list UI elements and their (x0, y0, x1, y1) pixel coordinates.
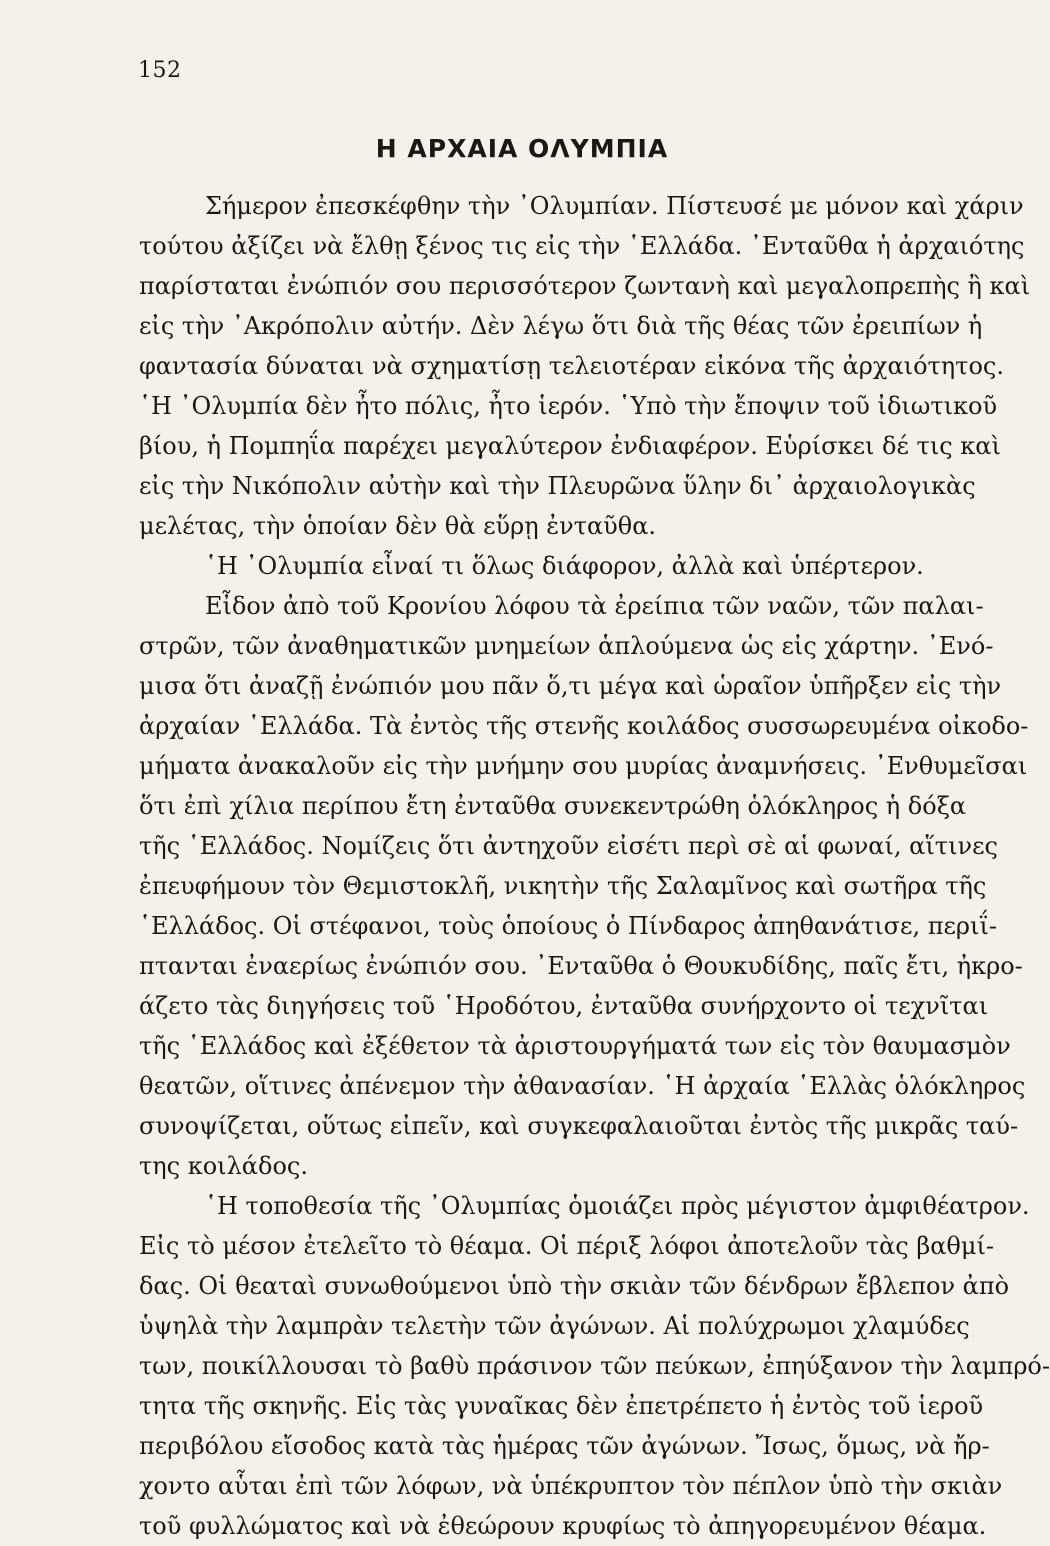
text-line: συνοψίζεται, οὕτως εἰπεῖν, καὶ συγκεφαλαιοῦται ἐντὸς τῆς μικρᾶς ταύ- (139, 1112, 1019, 1140)
text-line: ἀρχαίαν ῾Ελλάδα. Τὰ ἐντὸς τῆς στενῆς κοιλάδος συσσωρευμένα οἰκοδο- (139, 712, 1029, 740)
text-line: τῆς ῾Ελλάδος καὶ ἐξέθετον τὰ ἀριστουργήματά των εἰς τὸν θαυμασμὸν (139, 1032, 1011, 1060)
text-line: ῾Η ᾽Ολυμπία δὲν ἦτο πόλις, ἦτο ἱερόν. ῾Υπὸ τὴν ἔποψιν τοῦ ἰδιωτικοῦ (139, 392, 998, 420)
text-line: τούτου ἀξίζει νὰ ἔλθῃ ξένος τις εἰς τὴν ῾Ελλάδα. ᾽Ενταῦθα ἡ ἀρχαιότης (139, 232, 1025, 260)
text-line: της κοιλάδος. (139, 1152, 308, 1180)
text-line: βίου, ἡ Πομπηΐα παρέχει μεγαλύτερον ἐνδιαφέρον. Εὑρίσκει δέ τις καὶ (139, 432, 1001, 460)
text-line: φαντασία δύναται νὰ σχηματίσῃ τελειοτέραν εἰκόνα τῆς ἀρχαιότητος. (139, 352, 1004, 380)
body-text (139, 186, 1050, 1546)
text-line: μισα ὅτι ἀναζῇ ἐνώπιόν μου πᾶν ὅ,τι μέγα καὶ ὡραῖον ὑπῆρξεν εἰς τὴν (139, 672, 1002, 700)
text-line: ὅτι ἐπὶ χίλια περίπου ἔτη ἐνταῦθα συνεκεντρώθη ὁλόκληρος ἡ δόξα (139, 792, 967, 820)
text-line: περιβόλου εἴσοδος κατὰ τὰς ἡμέρας τῶν ἀγώνων. Ἴσως, ὅμως, νὰ ἤρ- (139, 1432, 990, 1460)
text-line: άζετο τὰς διηγήσεις τοῦ ῾Ηροδότου, ἐνταῦθα συνήρχοντο οἱ τεχνῖται (139, 992, 989, 1020)
page-number: 152 (138, 58, 182, 83)
text-line: ῾Η ᾽Ολυμπία εἶναί τι ὅλως διάφορον, ἀλλὰ καὶ ὑπέρτερον. (205, 552, 924, 580)
text-line: Εἶδον ἀπὸ τοῦ Κρονίου λόφου τὰ ἐρείπια τῶν ναῶν, τῶν παλαι- (205, 592, 984, 620)
text-line: εἰς τὴν ᾽Ακρόπολιν αὐτήν. Δὲν λέγω ὅτι διὰ τῆς θέας τῶν ἐρειπίων ἡ (139, 312, 983, 340)
text-line: παρίσταται ἐνώπιόν σου περισσότερον ζωντανὴ καὶ μεγαλοπρεπὴς ἢ καὶ (139, 272, 1031, 300)
text-line: ῾Η τοποθεσία τῆς ᾽Ολυμπίας ὁμοιάζει πρὸς μέγιστον ἀμφιθέατρον. (205, 1192, 1030, 1220)
text-line: τῆς ῾Ελλάδος. Νομίζεις ὅτι ἀντηχοῦν εἰσέτι περὶ σὲ αἱ φωναί, αἵτινες (139, 832, 998, 860)
text-line: πτανται ἐναερίως ἐνώπιόν σου. ᾽Ενταῦθα ὁ Θουκυδίδης, παῖς ἔτι, ἠκρο- (139, 952, 1023, 980)
text-line: Σήμερον ἐπεσκέφθην τὴν ᾽Ολυμπίαν. Πίστευσέ με μόνον καὶ χάριν (205, 192, 1024, 220)
text-line: μελέτας, τὴν ὁποίαν δὲν θὰ εὕρῃ ἐνταῦθα. (139, 512, 657, 540)
text-line: μήματα ἀνακαλοῦν εἰς τὴν μνήμην σου μυρίας ἀναμνήσεις. ᾽Ενθυμεῖσαι (139, 752, 1028, 780)
text-line: ῾Ελλάδος. Οἱ στέφανοι, τοὺς ὁποίους ὁ Πίνδαρος ἀπηθανάτισε, περιΐ- (139, 912, 997, 940)
text-line: τοῦ φυλλώματος καὶ νὰ ἐθεώρουν κρυφίως τὸ ἀπηγορευμένον θέαμα. (139, 1512, 987, 1540)
text-line: ὑψηλὰ τὴν λαμπρὰν τελετὴν τῶν ἀγώνων. Αἱ πολύχρωμοι χλαμύδες (139, 1312, 970, 1340)
text-line: εἰς τὴν Νικόπολιν αὐτὴν καὶ τὴν Πλευρῶνα ὕλην δι᾽ ἀρχαιολογικὰς (139, 472, 976, 500)
text-line: θεατῶν, οἵτινες ἀπένεμον τὴν ἀθανασίαν. ῾Η ἀρχαία ῾Ελλὰς ὁλόκληρος (139, 1072, 1026, 1100)
chapter-title: Η ΑΡΧΑΙΑ ΟΛΥΜΠΙΑ (375, 134, 669, 163)
text-line: χοντο αὗται ἐπὶ τῶν λόφων, νὰ ὑπέκρυπτον τὸν πέπλον ὑπὸ τὴν σκιὰν (139, 1472, 1003, 1500)
text-line: Εἰς τὸ μέσον ἐτελεῖτο τὸ θέαμα. Οἱ πέριξ λόφοι ἀποτελοῦν τὰς βαθμί- (139, 1232, 994, 1260)
text-line: στρῶν, τῶν ἀναθηματικῶν μνημείων ἁπλούμενα ὡς εἰς χάρτην. ᾽Ενό- (139, 632, 994, 660)
text-line: ἐπευφήμουν τὸν Θεμιστοκλῆ, νικητὴν τῆς Σαλαμῖνος καὶ σωτῆρα τῆς (139, 872, 987, 900)
text-line: τητα τῆς σκηνῆς. Εἰς τὰς γυναῖκας δὲν ἐπετρέπετο ἡ ἐντὸς τοῦ ἱεροῦ (139, 1392, 984, 1420)
text-line: των, ποικίλλουσαι τὸ βαθὺ πράσινον τῶν πεύκων, ἐπηύξανον τὴν λαμπρό- (139, 1352, 1050, 1380)
text-line: δας. Οἱ θεαταὶ συνωθούμενοι ὑπὸ τὴν σκιὰν τῶν δένδρων ἔβλεπον ἀπὸ (139, 1272, 1010, 1300)
